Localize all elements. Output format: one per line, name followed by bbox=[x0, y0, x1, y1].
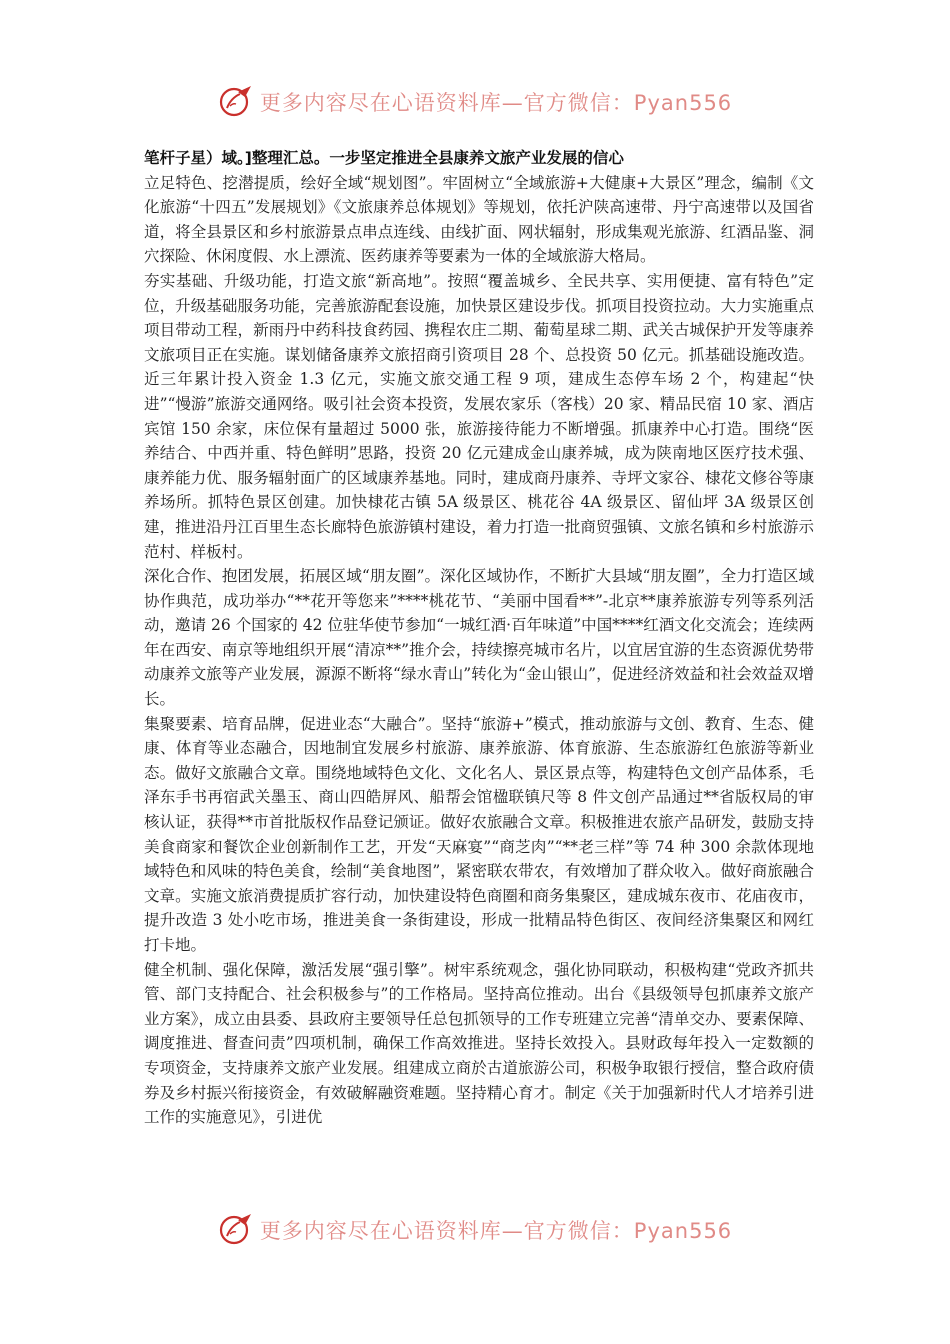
paragraph-cooperation: 深化合作、抱团发展，拓展区域“朋友圈”。深化区域协作，不断扩大县域“朋友圈”，全力打造区域协作典范，成功举办“**花开等您来”****桃花节、“美丽中国看**”-北京**康养旅游专列等系列活动，邀请 26 个国家的 42 位驻华使节参加“一城红酒·百年味道”中国****红酒文化交流会；连续两年在西安、南京等地组织开展“清凉**”推介会，持续擦亮城市名片，以宜居宜游的生态资源优势带动康养文旅等产业发展，源源不断将“绿水青山”转化为“金山银山”，促进经济效益和社会效益双增长。 bbox=[144, 567, 814, 709]
paragraph-planning: 立足特色、挖潜提质，绘好全域“规划图”。牢固树立“全域旅游+大健康+大景区”理念，编制《文化旅游“十四五”发展规划》《文旅康养总体规划》等规划，依托沪陕高速带、丹宁高速带以及国省道，将全县景区和乡村旅游景点串点连线、由线扩面、网状辐射，形成集观光旅游、红酒品鉴、洞穴探险、休闲度假、水上漂流、医药康养等要素为一体的全域旅游大格局。 bbox=[144, 173, 814, 266]
brush-pen-logo-icon bbox=[218, 1212, 254, 1248]
paragraph-integration: 集聚要素、培育品牌，促进业态“大融合”。坚持“旅游+”模式，推动旅游与文创、教育、生态、健康、体育等业态融合，因地制宜发展乡村旅游、康养旅游、体育旅游、生态旅游红色旅游等新业态。做好文旅融合文章。围绕地域特色文化、文化名人、景区景点等，构建特色文创产品体系，毛泽东手书再宿武关墨玉、商山四皓屏风、船帮会馆楹联镇尺等 8 件文创产品通过**省版权局的审核认证，获得**市首批版权作品登记颁证。做好农旅融合文章。积极推进农旅产品研发，鼓励支持美食商家和餐饮企业创新制作工艺，开发“天麻宴”“商芝肉”“**老三样”等 74 种 300 余款体现地域特色和风味的特色美食，绘制“美食地图”，紧密联农带农，有效增加了群众收入。做好商旅融合文章。实施文旅消费提质扩容行动，加快建设特色商圈和商务集聚区，建成城东夜市、花庙夜市，提升改造 3 处小吃市场，推进美食一条街建设，形成一批精品特色街区、夜间经济集聚区和网红打卡地。 bbox=[144, 714, 814, 954]
document-heading: 笔杆子星）域。]整理汇总。一步坚定推进全县康养文旅产业发展的信心 bbox=[144, 149, 624, 167]
footer-banner bbox=[0, 1210, 950, 1250]
banner-text: 更多内容尽在心语资料库—官方微信：Pyan556 bbox=[259, 1219, 733, 1243]
paragraph-infrastructure: 夯实基础、升级功能，打造文旅“新高地”。按照“覆盖城乡、全民共享、实用便捷、富有特色”定位，升级基础服务功能，完善旅游配套设施，加快景区建设步伐。抓项目投资拉动。大力实施重点项目带动工程，新雨丹中药科技食药园、携程农庄二期、葡萄星球二期、武关古城保护开发等康养文旅项目正在实施。谋划储备康养文旅招商引资项目 28 个、总投资 50 亿元。抓基础设施改造。近三年累计投入资金 1.3 亿元，实施文旅交通工程 9 项，建成生态停车场 2 个，构建起“快进”“慢游”旅游交通网络。吸引社会资本投资，发展农家乐（客栈）20 家、精品民宿 10 家、酒店宾馆 150 余家，床位保有量超过 5000 张，旅游接待能力不断增强。抓康养中心打造。围绕“医养结合、中西并重、特色鲜明”思路，投资 20 亿元建成金山康养城，成为陕南地区医疗技术强、康养能力优、服务辐射面广的区域康养基地。同时，建成商丹康养、寺坪文家谷、棣花文修谷等康养场所。抓特色景区创建。加快棣花古镇 5A 级景区、桃花谷 4A 级景区、留仙坪 3A 级景区创建，推进沿丹江百里生态长廊特色旅游镇村建设，着力打造一批商贸强镇、文旅名镇和乡村旅游示范村、样板村。 bbox=[144, 271, 814, 561]
document-body bbox=[144, 146, 814, 1130]
brush-pen-logo-icon bbox=[218, 84, 254, 120]
paragraph-mechanism: 健全机制、强化保障，激活发展“强引擎”。树牢系统观念，强化协同联动，积极构建“党政齐抓共管、部门支持配合、社会积极参与”的工作格局。坚持高位推动。出台《县级领导包抓康养文旅产业方案》，成立由县委、县政府主要领导任总包抓领导的工作专班建立完善“清单交办、要素保障、调度推进、督查问责”四项机制，确保工作高效推进。坚持长效投入。县财政每年投入一定数额的专项资金，支持康养文旅产业发展。组建成立商於古道旅游公司，积极争取银行授信，整合政府债券及乡村振兴衔接资金，有效破解融资难题。坚持精心育才。制定《关于加强新时代人才培养引进工作的实施意见》，引进优 bbox=[144, 960, 814, 1127]
banner-text: 更多内容尽在心语资料库—官方微信：Pyan556 bbox=[259, 91, 733, 115]
header-banner bbox=[0, 82, 950, 122]
